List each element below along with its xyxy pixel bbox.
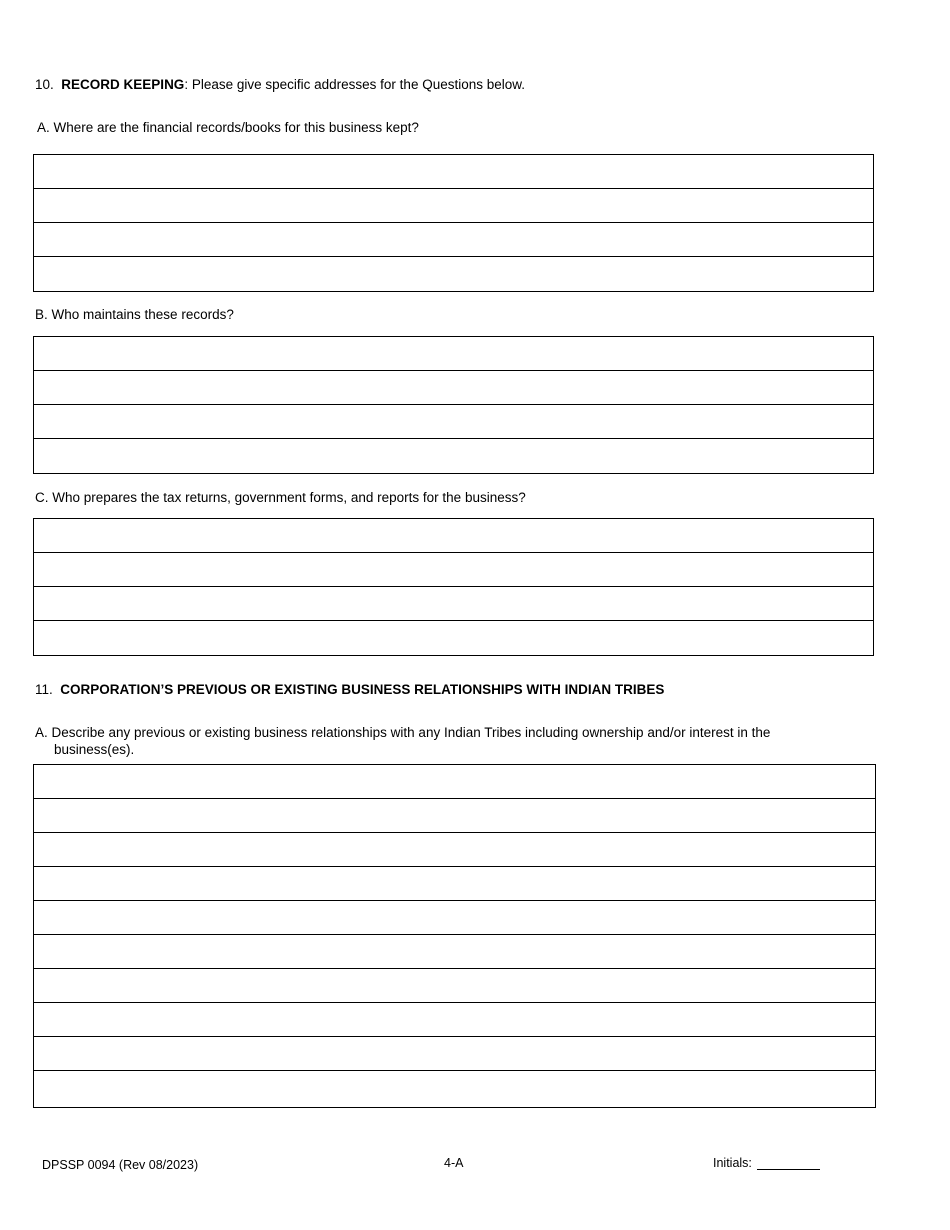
answer-line[interactable] (34, 901, 875, 935)
answer-line[interactable] (34, 223, 873, 257)
answer-box-11a (33, 764, 876, 1108)
section-10-number: 10. (35, 77, 54, 92)
section-10-title: RECORD KEEPING (61, 77, 185, 92)
initials-label: Initials: (713, 1156, 752, 1170)
section-11-question-a-line1: A. Describe any previous or existing business relationships with any Indian Tribes including ownership and/or interest in the (35, 725, 771, 740)
answer-line[interactable] (34, 833, 875, 867)
answer-line[interactable] (34, 155, 873, 189)
answer-box-a (33, 154, 874, 292)
answer-line[interactable] (34, 337, 873, 371)
question-b-label: B. Who maintains these records? (35, 307, 234, 322)
answer-line[interactable] (34, 257, 873, 291)
section-11-number: 11. (35, 682, 53, 697)
section-11-title: CORPORATION’S PREVIOUS OR EXISTING BUSINESS RELATIONSHIPS WITH INDIAN TRIBES (60, 682, 665, 697)
answer-line[interactable] (34, 1071, 875, 1105)
section-10-heading (35, 77, 525, 92)
question-c-label: C. Who prepares the tax returns, government forms, and reports for the business? (35, 490, 526, 505)
answer-line[interactable] (34, 405, 873, 439)
answer-line[interactable] (34, 765, 875, 799)
answer-line[interactable] (34, 1037, 875, 1071)
form-id: DPSSP 0094 (Rev 08/2023) (42, 1158, 199, 1172)
answer-line[interactable] (34, 799, 875, 833)
initials-field[interactable] (757, 1169, 820, 1170)
answer-line[interactable] (34, 969, 875, 1003)
answer-box-c (33, 518, 874, 656)
section-11-question-a-line2: business(es). (54, 742, 135, 757)
answer-line[interactable] (34, 1003, 875, 1037)
section-10-intro: : Please give specific addresses for the Questions below. (184, 77, 526, 92)
answer-line[interactable] (34, 371, 873, 405)
answer-line[interactable] (34, 621, 873, 655)
answer-line[interactable] (34, 587, 873, 621)
answer-box-b (33, 336, 874, 474)
question-a-label: A. Where are the financial records/books for this business kept? (37, 120, 419, 135)
page-number: 4-A (444, 1156, 464, 1170)
section-11-heading (35, 682, 664, 697)
answer-line[interactable] (34, 935, 875, 969)
answer-line[interactable] (34, 867, 875, 901)
answer-line[interactable] (34, 519, 873, 553)
answer-line[interactable] (34, 189, 873, 223)
answer-line[interactable] (34, 439, 873, 473)
answer-line[interactable] (34, 553, 873, 587)
